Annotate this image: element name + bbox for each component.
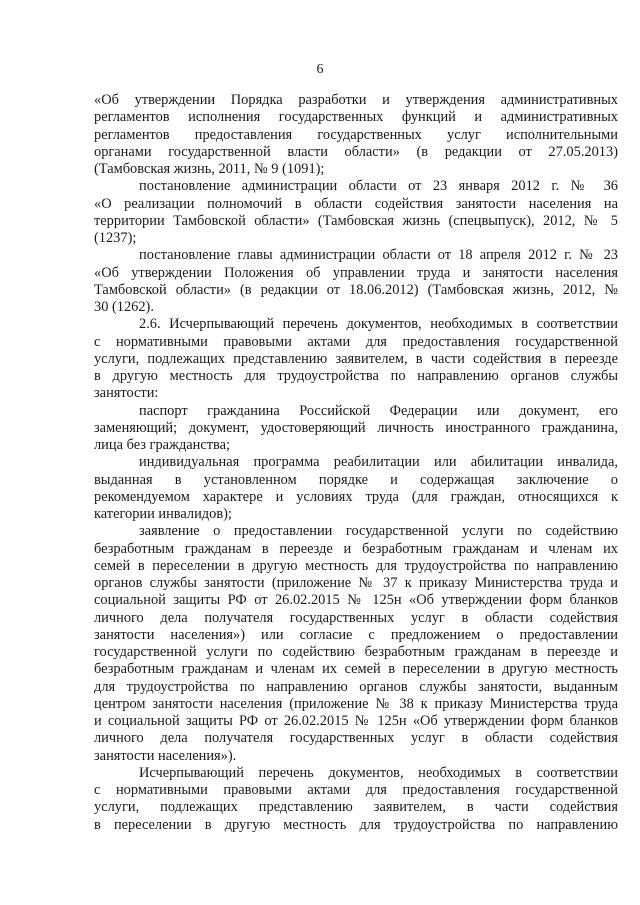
text-line: (Тамбовская жизнь, 2011, № 9 (1091); — [94, 161, 325, 177]
text-line: «Об утверждении Порядка разработки и утверждения административных — [94, 92, 618, 108]
text-line: заменяющий; документ, удостоверяющий личность иностранного гражданина, — [94, 419, 618, 436]
page-number: 6 — [316, 62, 324, 77]
text-line: лица без гражданства; — [94, 437, 231, 453]
text-line: регламентов предоставления государственных услуг исполнительными — [94, 126, 618, 143]
text-line: услуги, подлежащих представлению заявителем, в части содействия в переезде — [94, 350, 618, 367]
text-line: индивидуальная программа реабилитации или абилитации инвалида, — [139, 454, 618, 471]
text-line: заявление о предоставлении государственной услуги по содействию — [139, 523, 618, 540]
text-line: регламентов исполнения государственных функций и административных — [94, 109, 618, 126]
text-line: безработным гражданам в переезде и безработным гражданам и членам их — [94, 540, 618, 557]
text-line: занятости населения») или согласие с предложением о предоставлении — [94, 626, 618, 643]
text-line: с нормативными правовыми актами для предоставления государственной — [94, 782, 618, 798]
text-line: семей в переселении в другую местность для трудоустройства по направлению — [94, 557, 618, 574]
text-line: «О реализации полномочий в области содействия занятости населения на — [94, 195, 618, 212]
text-line: в переселении в другую местность для трудоустройства по направлению — [94, 816, 618, 833]
text-line: выданная в установленном порядке и содержащая заключение о — [94, 471, 618, 488]
text-line: и социальной защиты РФ от 26.02.2015 № 125н «Об утверждении форм бланков — [94, 713, 618, 729]
text-line: органами государственной власти области» (в редакции от 27.05.2013) — [94, 143, 618, 160]
text-line: «Об утверждении Положения об управлении труда и занятости населения — [94, 264, 618, 281]
text-line: государственной услуги по содействию безработным гражданам в переезде и — [94, 644, 618, 660]
text-line: безработным гражданам и членам их семей в переселении в другую местность — [94, 661, 618, 678]
text-line: категории инвалидов); — [94, 506, 232, 522]
text-line: 2.6. Исчерпывающий перечень документов, необходимых в соответствии — [139, 316, 618, 333]
text-line: в другую местность для трудоустройства по направлению органов службы — [94, 368, 618, 384]
text-line: территории Тамбовской области» (Тамбовская жизнь (спецвыпуск), 2012, № 5 — [94, 212, 618, 229]
text-line: постановление администрации области от 23 января 2012 г. № 36 — [139, 178, 618, 195]
text-line: постановление главы администрации области от 18 апреля 2012 г. № 23 — [139, 247, 618, 264]
text-line: социальной защиты РФ от 26.02.2015 № 125н «Об утверждении форм бланков — [94, 592, 618, 609]
text-line: личного дела получателя государственных услуг в области содействия — [94, 730, 618, 747]
text-line: с нормативными правовыми актами для предоставления государственной — [94, 333, 618, 350]
text-line: 30 (1262). — [94, 299, 154, 315]
text-line: паспорт гражданина Российской Федерации или документ, его — [139, 402, 618, 419]
text-line: занятости населения»). — [94, 747, 237, 764]
text-line: для трудоустройства по направлению органов службы занятости, выданным — [94, 678, 618, 695]
text-line: Исчерпывающий перечень документов, необходимых в соответствии — [139, 764, 618, 781]
text-line: рекомендуемом характере и условиях труда (для граждан, относящихся к — [94, 488, 618, 505]
text-line: органов службы занятости (приложение № 37 к приказу Министерства труда и — [94, 575, 618, 591]
text-line: личного дела получателя государственных услуг в области содействия — [94, 609, 618, 626]
text-line: (1237); — [94, 230, 137, 246]
text-line: Тамбовской области» (в редакции от 18.06.2012) (Тамбовская жизнь, 2012, № — [94, 281, 618, 298]
text-line: услуги, подлежащих представлению заявителем, в части содействия — [94, 799, 618, 816]
text-line: занятости: — [94, 385, 159, 402]
text-line: центром занятости населения (приложение № 38 к приказу Министерства труда — [94, 695, 618, 712]
document-body — [94, 92, 618, 834]
